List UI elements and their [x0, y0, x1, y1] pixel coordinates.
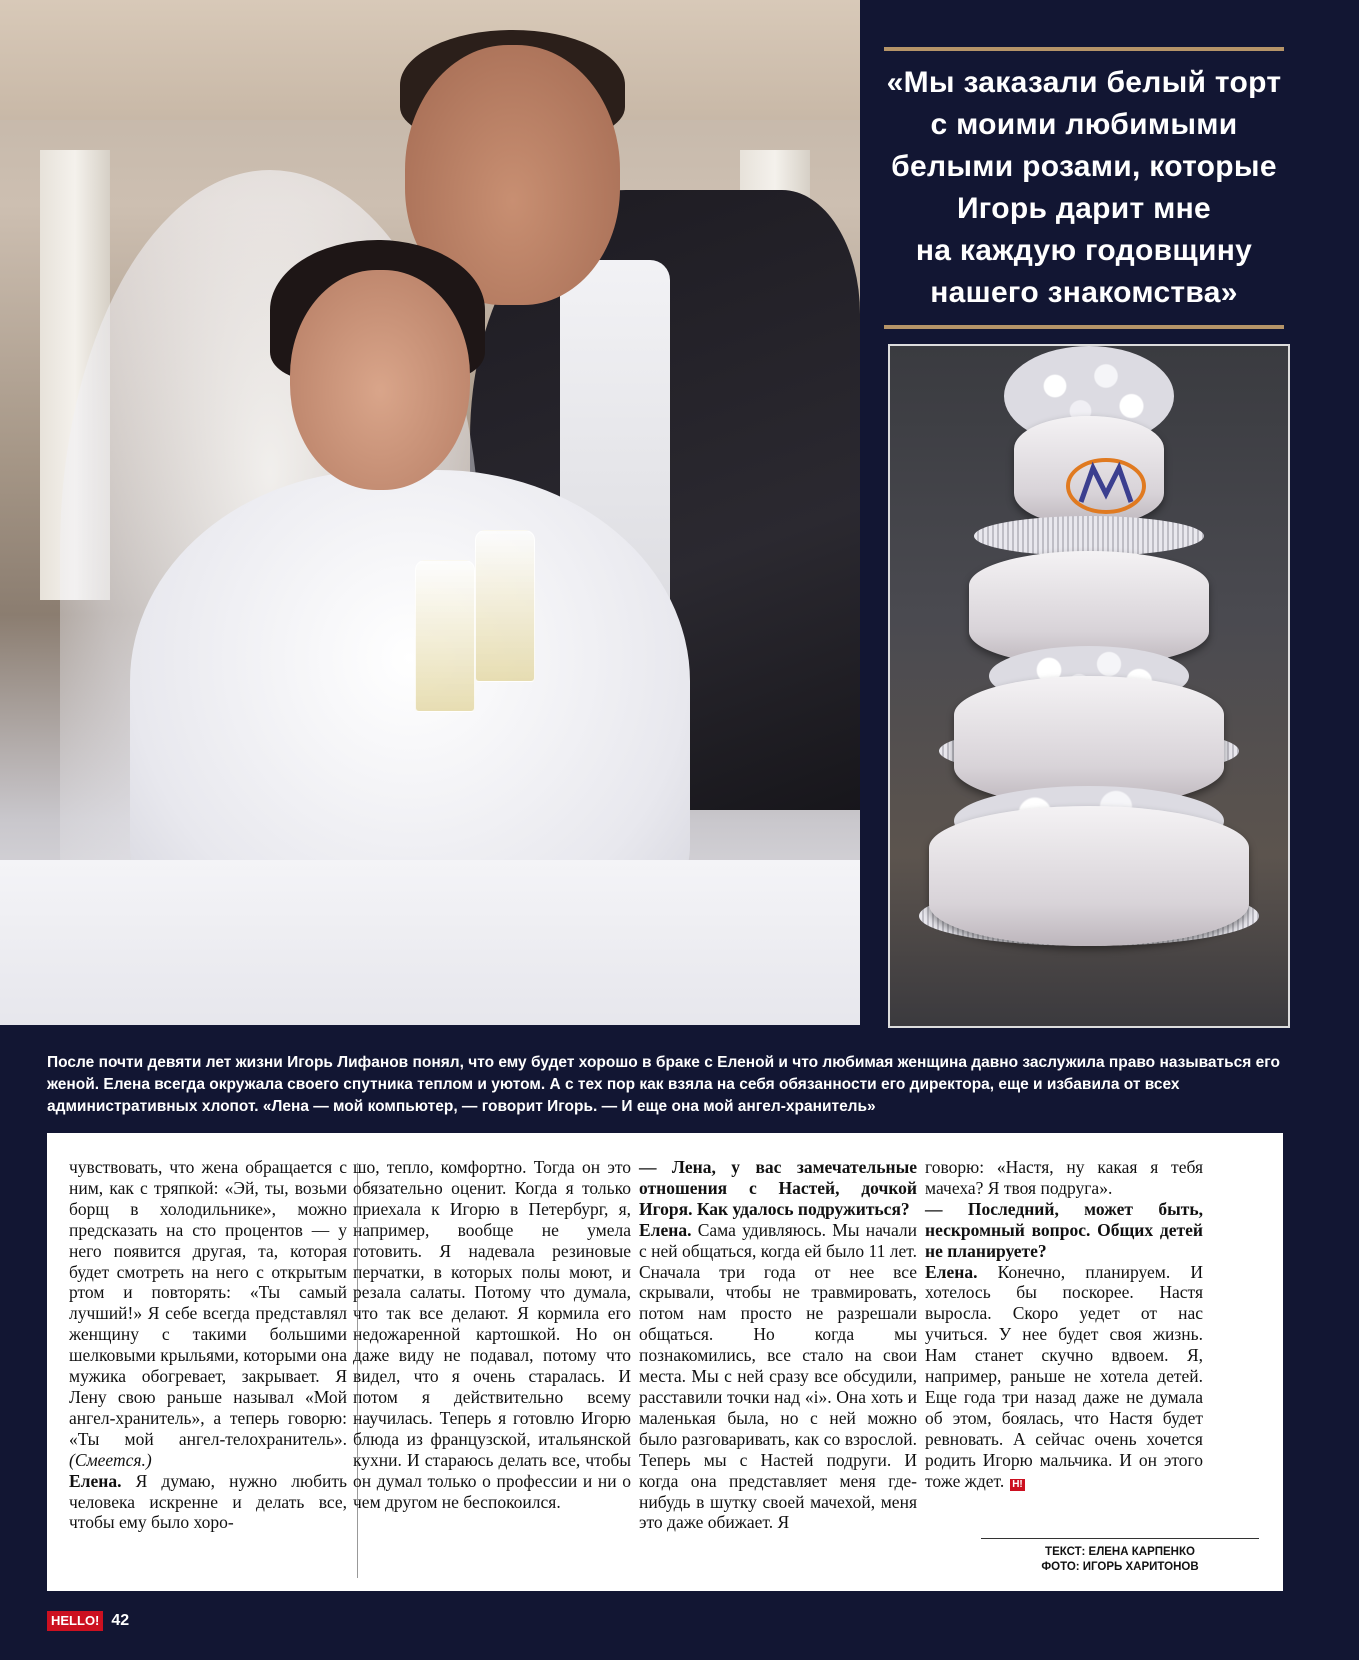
- bride-face: [290, 270, 470, 490]
- page-footer: [47, 1610, 129, 1632]
- page-number: 42: [111, 1612, 130, 1629]
- paragraph: чувствовать, что жена обращается с ним, как с тряпкой: «Эй, ты, возьми борщ в холодильнике», можно предсказать на сто процентов — у него появится другая, та, которая будет смотреть на него с открытым ртом и повторять: «Ты самый лучший!» Я себе всегда представлял женщину с такими большими шелковыми крыльями, которыми она мужика обогревает, закрывает. Я Лену свою раньше называл «Мой ангел-хранитель», а теперь говорю: «Ты мой ангел-телохранитель».: [69, 1157, 347, 1449]
- wedding-photo: [0, 0, 860, 1025]
- credits: [981, 1538, 1259, 1575]
- italic-remark: (Смеется.): [69, 1449, 152, 1470]
- pull-quote: [884, 47, 1284, 329]
- text-column-3: [639, 1157, 917, 1533]
- champagne-glass: [415, 560, 475, 712]
- text-column-2: [353, 1157, 631, 1512]
- interview-question: — Последний, может быть, нескромный вопрос. Общих детей не планируете?: [925, 1198, 1203, 1261]
- paragraph: Конечно, планируем. И хотелось бы поскорее. Настя выросла. Скоро уедет от нас учиться. У нее будет своя жизнь. Нам станет скучно вдвоем. Я, например, раньше не хотела детей. Еще года три назад даже не думала об этом, боялась, что Настя будет ревновать. А сейчас очень хочется родить Игорю мальчика. И он этого тоже ждет.: [925, 1261, 1204, 1491]
- speaker-label: Елена.: [69, 1470, 122, 1491]
- paragraph: говорю: «Настя, ну какая я тебя мачеха? Я твоя подруга».: [925, 1157, 1203, 1198]
- cake-tier-bottom: [929, 806, 1249, 946]
- champagne-glass: [475, 530, 535, 682]
- article-body: [47, 1133, 1283, 1591]
- end-mark-icon: H!: [1012, 1478, 1023, 1490]
- cake-lace: [974, 516, 1204, 556]
- photo-credit: ФОТО: ИГОРЬ ХАРИТОНОВ: [1041, 1561, 1199, 1573]
- paragraph: шо, тепло, комфортно. Тогда он это обязательно оценит. Когда я только приехала к Игорю в Петербург, я, например, вообще не умела готовить. Я надевала резиновые перчатки, в которых полы моют, и резала салаты. Потому что думала, что так все делают. Я кормила его недожаренной картошкой. Но он даже виду не подавал, потому что видел, что я очень старалась. И потом я действительно всему научилась. Теперь я готовлю Игорю блюда из французской, итальянской кухни. И стараюсь делать все, чтобы он думал только о профессии и ни о чем другом не беспокоился.: [353, 1157, 631, 1512]
- speaker-label: Елена.: [925, 1261, 978, 1282]
- text-credit: ТЕКСТ: ЕЛЕНА КАРПЕНКО: [1045, 1546, 1195, 1558]
- text-column-1: [69, 1157, 347, 1533]
- pull-quote-text: «Мы заказали белый торт с моими любимыми белыми розами, которые Игорь дарит мне на каждую годовщину нашего знакомства»: [886, 66, 1282, 309]
- cake-photo: [888, 344, 1290, 1028]
- paragraph: Сама удивляюсь. Мы начали с ней общаться, когда ей было 11 лет. Сначала три года от нее все скрывали, чтобы не травмировать, потом нам просто не разрешали общаться. Но когда мы познакомились, все стало на свои места. Мы с ней сразу все обсудили, расставили точки над «i». Она хоть и маленькая была, но с ней можно было разговаривать, как со взрослой. Теперь мы с Настей подруги. И когда она представляет меня где-нибудь в шутку своей мачехой, меня это даже обижает. Я: [639, 1219, 917, 1533]
- monogram-logo: [1063, 454, 1149, 518]
- text-column-4: [925, 1157, 1203, 1492]
- hello-logo: HELLO!: [47, 1611, 103, 1631]
- photo-caption: После почти девяти лет жизни Игорь Лифанов понял, что ему будет хорошо в браке с Еленой и что любимая женщина давно заслужила право называться его женой. Елена всегда окружала своего спутника теплом и уютом. А с тех пор как взяла на себя обязанности его директора, еще и избавила от всех административных хлопот. «Лена — мой компьютер, — говорит Игорь. — И еще она мой ангел-хранитель»: [47, 1054, 1280, 1115]
- interview-question: — Лена, у вас замечательные отношения с Настей, дочкой Игоря. Как удалось подружиться?: [639, 1157, 917, 1219]
- speaker-label: Елена.: [639, 1219, 692, 1240]
- bride-dress: [0, 860, 860, 1025]
- paragraph: Я думаю, нужно любить человека искренне и делать все, чтобы ему было хоро-: [69, 1470, 348, 1533]
